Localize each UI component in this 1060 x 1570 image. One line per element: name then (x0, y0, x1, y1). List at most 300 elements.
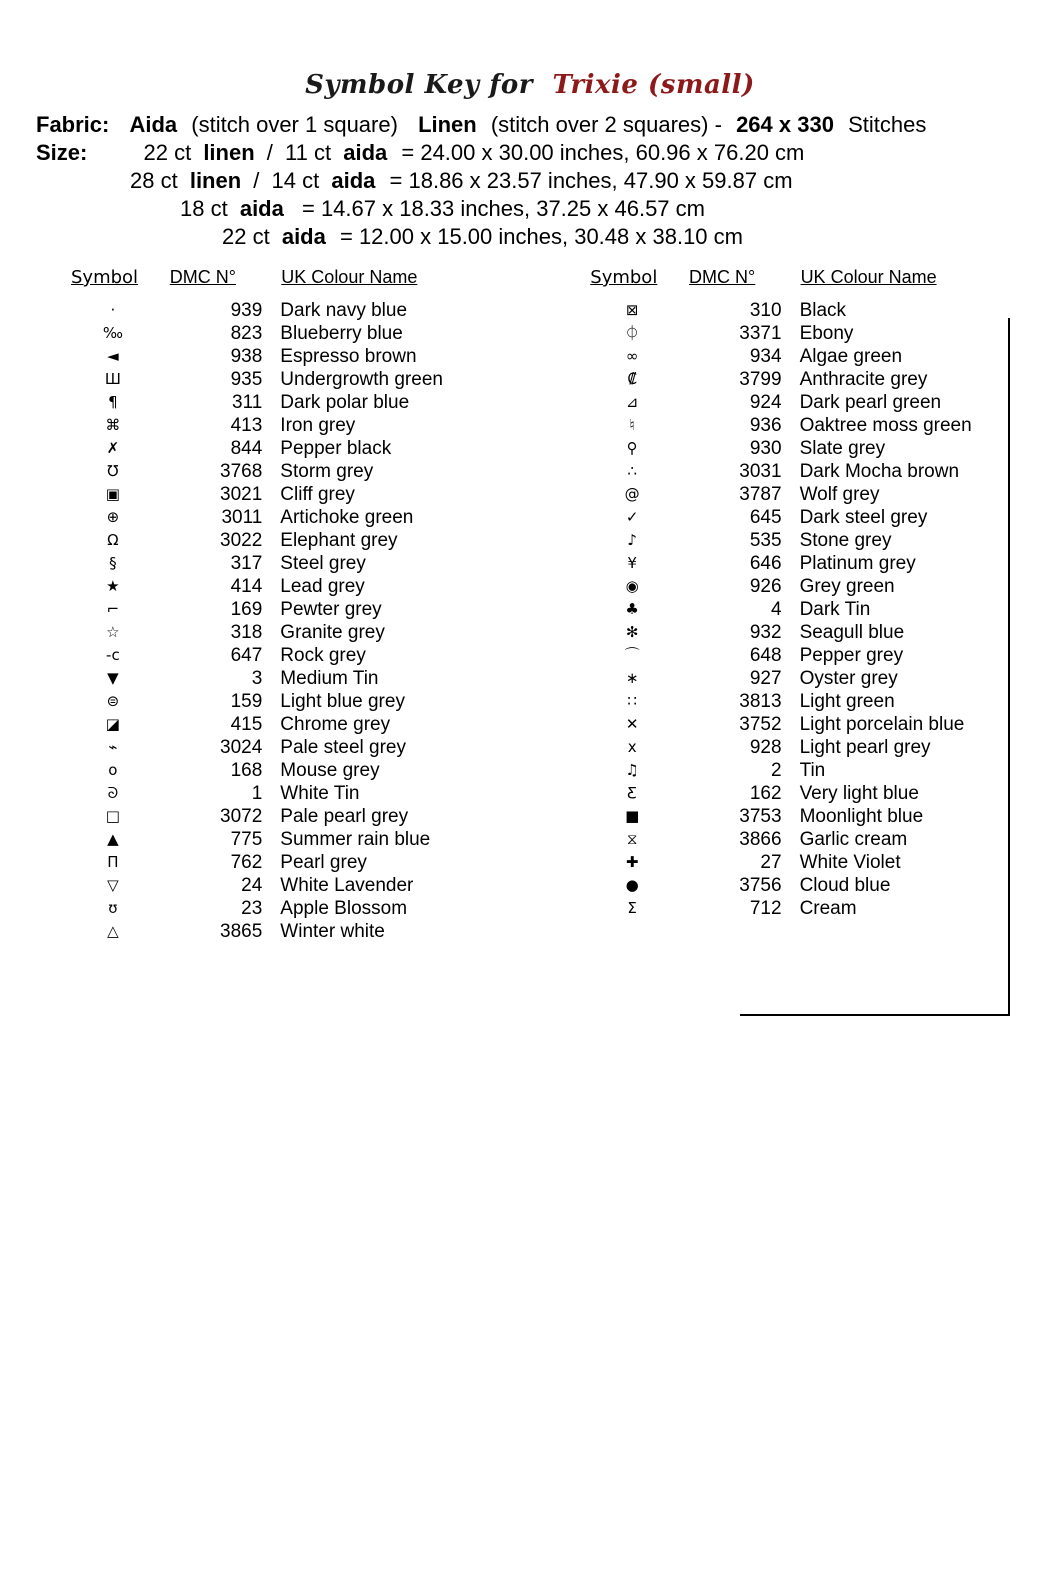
dmc-number-right: 928 (749, 737, 782, 758)
size-1-count2: 11 ct (285, 140, 332, 165)
stitch-symbol-icon: ⌘ (105, 416, 121, 434)
colour-name-left: White Lavender (280, 875, 414, 896)
header-name-right: UK Colour Name (800, 267, 937, 287)
dmc-number-left: 762 (230, 852, 263, 873)
stitch-symbol-icon: ⏀ (624, 324, 640, 342)
stitch-symbol-icon: ◪ (105, 715, 120, 733)
dmc-number-right: 927 (749, 668, 782, 689)
dmc-number-right: 3787 (739, 484, 782, 505)
dmc-number-left: 23 (241, 898, 263, 919)
symbol-glyph-left (70, 392, 156, 415)
colour-name-left: Blueberry blue (280, 323, 403, 344)
colour-name-right: Light porcelain blue (799, 714, 965, 735)
symbol-glyph-right (589, 691, 675, 714)
table-row (70, 875, 1060, 898)
column-gap (540, 898, 590, 921)
dmc-number-right: 936 (749, 415, 782, 436)
colour-name-right: Dark Mocha brown (799, 461, 960, 482)
colour-name-right: Wolf grey (799, 484, 880, 505)
stitch-symbol-icon: ʊ (108, 899, 118, 917)
symbol-glyph-right (589, 461, 675, 484)
column-gap (540, 599, 590, 622)
symbol-glyph-left (70, 806, 156, 829)
size-1-sep: / (266, 140, 273, 165)
dmc-number-right: 4 (770, 599, 782, 620)
symbol-glyph-right (589, 576, 675, 599)
symbol-glyph-left (70, 599, 156, 622)
table-row (70, 783, 1060, 806)
symbol-glyph-left (70, 691, 156, 714)
symbol-glyph-left (70, 530, 156, 553)
fabric-linen-note: (stitch over 2 squares) - (490, 112, 722, 137)
dmc-number-left: 159 (230, 691, 263, 712)
colour-name-right: Anthracite grey (799, 369, 928, 390)
symbol-glyph-right (589, 369, 675, 392)
size-1-fabric2: aida (343, 140, 388, 165)
size-1-count1: 22 ct (143, 140, 192, 165)
stitch-symbol-icon: o (108, 761, 118, 779)
colour-name-right: Cream (799, 898, 857, 919)
symbol-glyph-right (589, 346, 675, 369)
colour-name-left: Espresso brown (280, 346, 417, 367)
symbol-glyph-left (70, 852, 156, 875)
symbol-glyph-right (589, 599, 675, 622)
dmc-number-left: 413 (230, 415, 263, 436)
size-3-count2: 18 ct (180, 196, 228, 221)
column-gap (540, 415, 590, 438)
table-row (70, 691, 1060, 714)
table-row (70, 530, 1060, 553)
fabric-size-specs (0, 112, 1060, 250)
dmc-number-left: 1 (251, 783, 263, 804)
column-gap (540, 461, 590, 484)
stitch-symbol-icon: ♪ (627, 531, 637, 549)
stitch-symbol-icon: · (110, 301, 116, 319)
symbol-key-page (0, 70, 1060, 1570)
colour-name-left: Granite grey (280, 622, 385, 643)
colour-name-right: Platinum grey (799, 553, 916, 574)
stitch-symbol-icon: ☆ (106, 623, 120, 641)
size-label: Size: (36, 140, 88, 165)
dmc-number-left: 775 (230, 829, 263, 850)
column-gap (540, 369, 590, 392)
fabric-aida: Aida (129, 112, 178, 137)
decorative-vertical-rule (1008, 318, 1010, 1016)
dmc-number-right: 712 (749, 898, 782, 919)
colour-name-right: Light green (799, 691, 895, 712)
title-prefix: Symbol Key for (305, 70, 533, 100)
colour-name-left: Lead grey (280, 576, 365, 597)
fabric-aida-note: (stitch over 1 square) (191, 112, 398, 137)
dmc-number-left: 844 (230, 438, 263, 459)
stitch-symbol-icon: ⊕ (106, 508, 120, 526)
stitch-symbol-icon: ∗ (625, 669, 639, 687)
symbol-glyph-left (70, 668, 156, 691)
table-row (70, 507, 1060, 530)
table-row (70, 369, 1060, 392)
column-gap (540, 852, 590, 875)
table-row (70, 346, 1060, 369)
dmc-number-left: 3768 (220, 461, 263, 482)
colour-name-right: Slate grey (799, 438, 886, 459)
stitch-symbol-icon: ¶ (108, 393, 118, 411)
symbol-glyph-left (70, 760, 156, 783)
size-2-sep: / (253, 168, 260, 193)
colour-name-left: Iron grey (280, 415, 356, 436)
table-row (70, 829, 1060, 852)
symbol-key-table (70, 266, 1060, 944)
size-line-1 (0, 140, 1060, 166)
table-row (70, 737, 1060, 760)
stitch-symbol-icon: Π (107, 853, 119, 871)
size-4-fabric2: aida (281, 224, 326, 249)
symbol-glyph-right (589, 852, 675, 875)
symbol-glyph-left (70, 622, 156, 645)
symbol-glyph-left (70, 346, 156, 369)
table-row (70, 300, 1060, 323)
table-row (70, 898, 1060, 921)
symbol-glyph-right (589, 392, 675, 415)
stitch-symbol-icon: ♫ (625, 761, 639, 779)
colour-name-left: Medium Tin (280, 668, 379, 689)
stitch-symbol-icon: ● (625, 876, 639, 894)
column-gap (540, 714, 590, 737)
symbol-glyph-right (589, 898, 675, 921)
table-row (70, 599, 1060, 622)
stitch-symbol-icon: ♮ (629, 416, 635, 434)
dmc-number-right: 934 (749, 346, 782, 367)
stitch-symbol-icon: ▼ (107, 669, 119, 687)
dmc-number-right: 3031 (739, 461, 782, 482)
stitch-symbol-icon: ◄ (107, 347, 119, 365)
colour-name-left: Chrome grey (280, 714, 391, 735)
colour-name-left: White Tin (280, 783, 360, 804)
colour-name-left: Pewter grey (280, 599, 382, 620)
stitch-symbol-icon: ₡ (627, 370, 637, 388)
stitch-symbol-icon: Ш (104, 370, 121, 388)
symbol-glyph-left (70, 645, 156, 668)
dmc-number-left: 317 (230, 553, 263, 574)
symbol-glyph-right (589, 783, 675, 806)
dmc-number-left: 168 (230, 760, 263, 781)
dmc-number-left: 318 (230, 622, 263, 643)
colour-name-left: Winter white (280, 921, 385, 942)
column-gap (540, 875, 590, 898)
stitch-symbol-icon: ★ (106, 577, 120, 595)
size-3-equals: = 14.67 x 18.33 inches, 37.25 x 46.57 cm (301, 196, 705, 221)
column-gap (540, 323, 590, 346)
table-row (70, 806, 1060, 829)
symbol-legend (0, 266, 1060, 944)
header-symbol-left: Symbol (71, 267, 139, 288)
colour-name-right: Grey green (799, 576, 895, 597)
colour-name-right: Black (799, 300, 847, 321)
colour-name-left: Light blue grey (280, 691, 405, 712)
symbol-glyph-right (589, 415, 675, 438)
table-body (70, 300, 1060, 944)
symbol-glyph-left (70, 438, 156, 461)
table-row (70, 714, 1060, 737)
colour-name-right: Tin (799, 760, 826, 781)
dmc-number-right: 648 (749, 645, 782, 666)
size-4-count2: 22 ct (222, 224, 270, 249)
colour-name-right: Oaktree moss green (799, 415, 972, 436)
column-gap (540, 760, 590, 783)
dmc-number-left: 938 (230, 346, 263, 367)
symbol-glyph-left (70, 507, 156, 530)
table-row (70, 921, 1060, 944)
colour-name-right: Oyster grey (799, 668, 898, 689)
stitch-symbol-icon: -c (106, 646, 120, 664)
stitch-symbol-icon: ∞ (625, 347, 639, 365)
colour-name-left: Pearl grey (280, 852, 367, 873)
column-gap (540, 484, 590, 507)
dmc-number-left: 3022 (220, 530, 263, 551)
colour-name-right: Cloud blue (799, 875, 891, 896)
symbol-glyph-left (70, 737, 156, 760)
symbol-glyph-right (589, 714, 675, 737)
fabric-line (0, 112, 1060, 138)
colour-name-left: Artichoke green (280, 507, 414, 528)
stitch-word: Stitches (848, 112, 927, 137)
stitch-symbol-icon: ¥ (627, 554, 637, 572)
dmc-number-left: 939 (230, 300, 263, 321)
colour-name-right: Garlic cream (799, 829, 908, 850)
dmc-number-left: 3021 (220, 484, 263, 505)
symbol-glyph-right (589, 806, 675, 829)
size-line-4 (0, 224, 1060, 250)
size-2-count1: 28 ct (130, 168, 178, 193)
symbol-glyph-right (589, 553, 675, 576)
symbol-glyph-right (589, 323, 675, 346)
dmc-number-left: 647 (230, 645, 263, 666)
dmc-number-left: 3 (251, 668, 263, 689)
dmc-number-right: 3756 (739, 875, 782, 896)
dmc-number-right: 3813 (739, 691, 782, 712)
colour-name-left: Undergrowth green (280, 369, 443, 390)
header-name-left: UK Colour Name (281, 267, 418, 287)
stitch-symbol-icon: ▽ (107, 876, 119, 894)
colour-name-left: Pale pearl grey (280, 806, 409, 827)
colour-name-right: Stone grey (799, 530, 892, 551)
dmc-number-right: 310 (749, 300, 782, 321)
size-2-count2: 14 ct (271, 168, 320, 193)
colour-name-left: Pepper black (280, 438, 392, 459)
stitch-symbol-icon: ⌐ (106, 600, 120, 618)
column-gap (540, 691, 590, 714)
dmc-number-right: 3371 (739, 323, 782, 344)
colour-name-left: Cliff grey (280, 484, 355, 505)
colour-name-right: Algae green (799, 346, 903, 367)
stitch-symbol-icon: ‰ (102, 324, 123, 342)
fabric-linen: Linen (418, 112, 477, 137)
stitch-symbol-icon: ∴ (627, 462, 637, 480)
symbol-glyph-right (589, 737, 675, 760)
size-2-fabric2: aida (331, 168, 376, 193)
symbol-glyph-left (70, 783, 156, 806)
colour-name-left: Mouse grey (280, 760, 380, 781)
dmc-number-right: 27 (760, 852, 782, 873)
stitch-symbol-icon: ✗ (106, 439, 120, 457)
dmc-number-left: 414 (230, 576, 263, 597)
stitch-symbol-icon: ▣ (105, 485, 120, 503)
column-gap (540, 668, 590, 691)
stitch-symbol-icon: x (627, 738, 637, 756)
title-design-name: Trixie (small) (552, 70, 755, 100)
stitch-symbol-icon: ⚲ (626, 439, 638, 457)
column-gap (540, 576, 590, 599)
stitch-symbol-icon: @ (624, 485, 640, 503)
table-row (70, 553, 1060, 576)
column-gap (540, 783, 590, 806)
colour-name-left: Apple Blossom (280, 898, 408, 919)
dmc-number-right: 3866 (739, 829, 782, 850)
column-gap (540, 921, 590, 944)
symbol-glyph-left (70, 921, 156, 944)
symbol-glyph-right (589, 668, 675, 691)
symbol-glyph-right (589, 300, 675, 323)
symbol-glyph-right (589, 507, 675, 530)
symbol-glyph-right (589, 829, 675, 852)
table-row (70, 622, 1060, 645)
colour-name-left: Rock grey (280, 645, 366, 666)
column-gap (540, 553, 590, 576)
stitch-symbol-icon: ⊠ (625, 301, 639, 319)
table-row (70, 645, 1060, 668)
column-gap (540, 507, 590, 530)
dmc-number-right: 932 (749, 622, 782, 643)
symbol-glyph-right (589, 530, 675, 553)
dmc-number-left: 415 (230, 714, 263, 735)
stitch-symbol-icon: ✚ (625, 853, 639, 871)
colour-name-right: Pepper grey (799, 645, 904, 666)
colour-name-left: Summer rain blue (280, 829, 431, 850)
colour-name-right: Dark pearl green (799, 392, 942, 413)
symbol-glyph-left (70, 898, 156, 921)
size-3-fabric2: aida (239, 196, 284, 221)
stitch-symbol-icon: ◉ (625, 577, 639, 595)
stitch-symbol-icon: ⧖ (626, 830, 638, 848)
stitch-symbol-icon: ⌒ (624, 646, 640, 664)
header-dmc-left: DMC N° (169, 267, 236, 287)
stitch-symbol-icon: Ω (107, 531, 119, 549)
size-1-fabric1: linen (203, 140, 255, 165)
table-row (70, 668, 1060, 691)
dmc-number-left: 3072 (220, 806, 263, 827)
stitch-symbol-icon: § (109, 554, 117, 572)
dmc-number-right: 2 (770, 760, 782, 781)
column-gap (540, 346, 590, 369)
table-row (70, 852, 1060, 875)
dmc-number-right: 924 (749, 392, 782, 413)
dmc-number-left: 3011 (221, 507, 263, 528)
colour-name-left: Dark navy blue (280, 300, 408, 321)
symbol-glyph-left (70, 323, 156, 346)
column-gap (540, 806, 590, 829)
column-gap (540, 530, 590, 553)
size-line-3 (0, 196, 1060, 222)
page-title (0, 70, 1060, 100)
stitch-symbol-icon: ♣ (625, 600, 639, 618)
column-gap (540, 438, 590, 461)
table-row (70, 760, 1060, 783)
column-gap (540, 645, 590, 668)
stitch-symbol-icon: ✓ (625, 508, 639, 526)
symbol-glyph-right (589, 645, 675, 668)
dmc-number-right: 646 (749, 553, 782, 574)
stitch-symbol-icon: △ (107, 922, 119, 940)
stitch-symbol-icon: ⌁ (108, 738, 118, 756)
colour-name-left: Dark polar blue (280, 392, 410, 413)
dmc-number-left: 3865 (220, 921, 263, 942)
stitch-count: 264 x 330 (736, 112, 834, 137)
stitch-symbol-icon: ■ (625, 807, 640, 825)
size-2-equals: = 18.86 x 23.57 inches, 47.90 x 59.87 cm (389, 168, 793, 193)
size-1-equals: = 24.00 x 30.00 inches, 60.96 x 76.20 cm (401, 140, 805, 165)
dmc-number-right: 162 (749, 783, 782, 804)
header-gap (540, 266, 590, 300)
colour-name-right: Moonlight blue (799, 806, 924, 827)
stitch-symbol-icon: ⊿ (625, 393, 639, 411)
dmc-number-right: 930 (749, 438, 782, 459)
symbol-glyph-right (589, 875, 675, 898)
colour-name-right: Dark steel grey (799, 507, 928, 528)
symbol-glyph-right (589, 438, 675, 461)
colour-name-right: Dark Tin (799, 599, 871, 620)
symbol-glyph-left (70, 300, 156, 323)
symbol-glyph-left (70, 576, 156, 599)
column-gap (540, 622, 590, 645)
dmc-number-right: 3753 (739, 806, 782, 827)
dmc-number-right: 3752 (739, 714, 782, 735)
table-row (70, 323, 1060, 346)
column-gap (540, 829, 590, 852)
table-row (70, 461, 1060, 484)
symbol-glyph-right (589, 921, 675, 944)
table-row (70, 576, 1060, 599)
header-symbol-right: Symbol (590, 267, 658, 288)
header-dmc-right: DMC N° (689, 267, 756, 287)
size-line-2 (0, 168, 1060, 194)
table-row (70, 392, 1060, 415)
colour-name-right: Very light blue (799, 783, 919, 804)
fabric-label: Fabric: (36, 112, 110, 137)
symbol-glyph-right (589, 622, 675, 645)
dmc-number-right: 926 (749, 576, 782, 597)
dmc-number-left: 169 (230, 599, 263, 620)
stitch-symbol-icon: ᘐ (107, 784, 119, 802)
dmc-number-right: 645 (749, 507, 782, 528)
colour-name-left: Pale steel grey (280, 737, 406, 758)
stitch-symbol-icon: ∷ (627, 692, 637, 710)
colour-name-right (800, 921, 1060, 944)
symbol-glyph-right (589, 760, 675, 783)
colour-name-right: Ebony (799, 323, 854, 344)
dmc-number-right: 3799 (739, 369, 782, 390)
dmc-number-left: 823 (230, 323, 263, 344)
stitch-symbol-icon: ✻ (625, 623, 639, 641)
colour-name-right: White Violet (799, 852, 901, 873)
table-row (70, 415, 1060, 438)
dmc-number-right (675, 921, 800, 944)
symbol-glyph-left (70, 484, 156, 507)
dmc-number-left: 3024 (220, 737, 263, 758)
symbol-glyph-left (70, 461, 156, 484)
colour-name-left: Storm grey (280, 461, 374, 482)
column-gap (540, 300, 590, 323)
colour-name-right: Light pearl grey (799, 737, 931, 758)
stitch-symbol-icon: ▲ (107, 830, 119, 848)
